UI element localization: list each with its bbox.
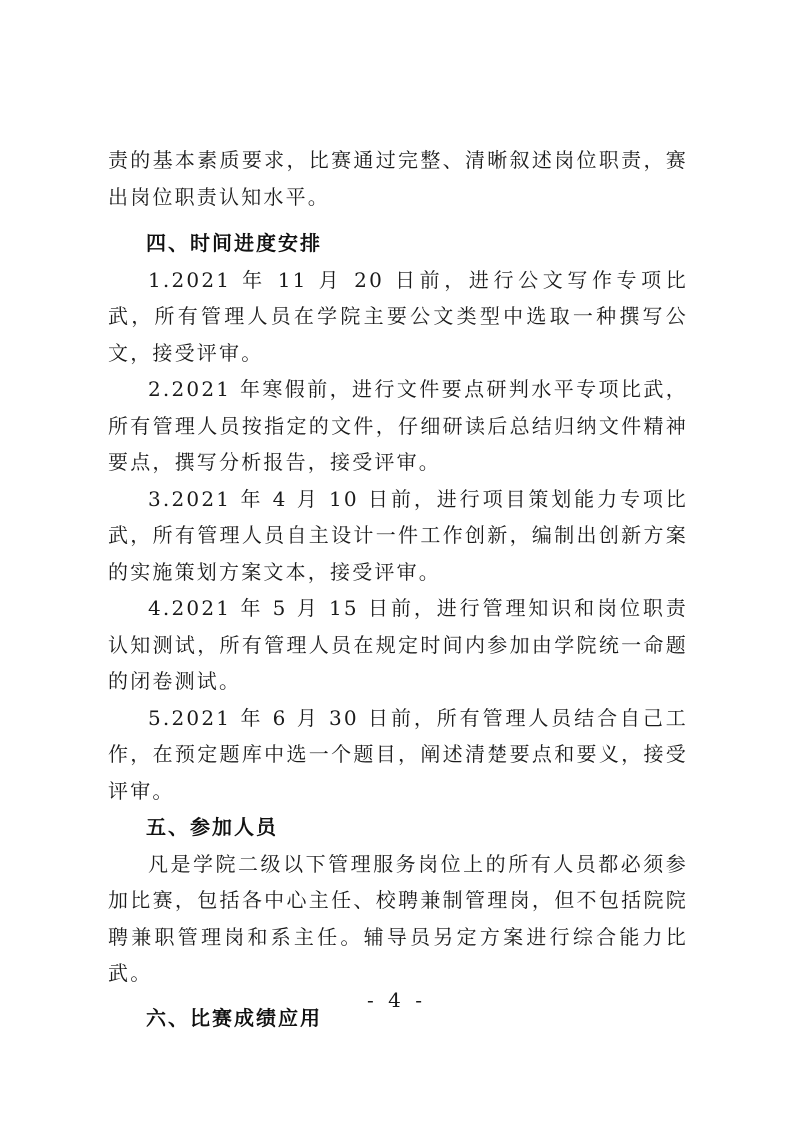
page-number: - 4 - [367, 988, 426, 1012]
schedule-item-4: 4.2021 年 5 月 15 日前，进行管理知识和岗位职责认知测试，所有管理人员在规定时间内参加由学院统一命题的闭卷测试。 [108, 596, 688, 693]
schedule-item-5: 5.2021 年 6 月 30 日前，所有管理人员结合自己工作，在预定题库中选一个题目，阐述清楚要点和要义，接受评审。 [108, 705, 688, 803]
section-heading-participants: 五、参加人员 [146, 815, 278, 839]
schedule-item-3: 3.2021 年 4 月 10 日前，进行项目策划能力专项比武，所有管理人员自主设计一件工作创新，编制出创新方案的实施策划方案文本，接受评审。 [108, 486, 688, 584]
schedule-item-1: 1.2021 年 11 月 20 日前，进行公文写作专项比武，所有管理人员在学院主要公文类型中选取一种撰写公文，接受评审。 [108, 267, 688, 365]
section-heading-results-application: 六、比赛成绩应用 [146, 1005, 322, 1030]
section-heading-schedule: 四、时间进度安排 [146, 231, 322, 255]
continuation-paragraph: 责的基本素质要求，比赛通过完整、清晰叙述岗位职责，赛出岗位职责认知水平。 [108, 148, 688, 209]
schedule-item-2: 2.2021 年寒假前，进行文件要点研判水平专项比武，所有管理人员按指定的文件，仔细研读后总结归纳文件精神要点，撰写分析报告，接受评审。 [108, 377, 688, 474]
participants-paragraph: 凡是学院二级以下管理服务岗位上的所有人员都必须参加比赛，包括各中心主任、校聘兼制管理岗，但不包括院院聘兼职管理岗和系主任。辅导员另定方案进行综合能力比武。 [108, 851, 688, 985]
document-body [108, 142, 688, 1036]
